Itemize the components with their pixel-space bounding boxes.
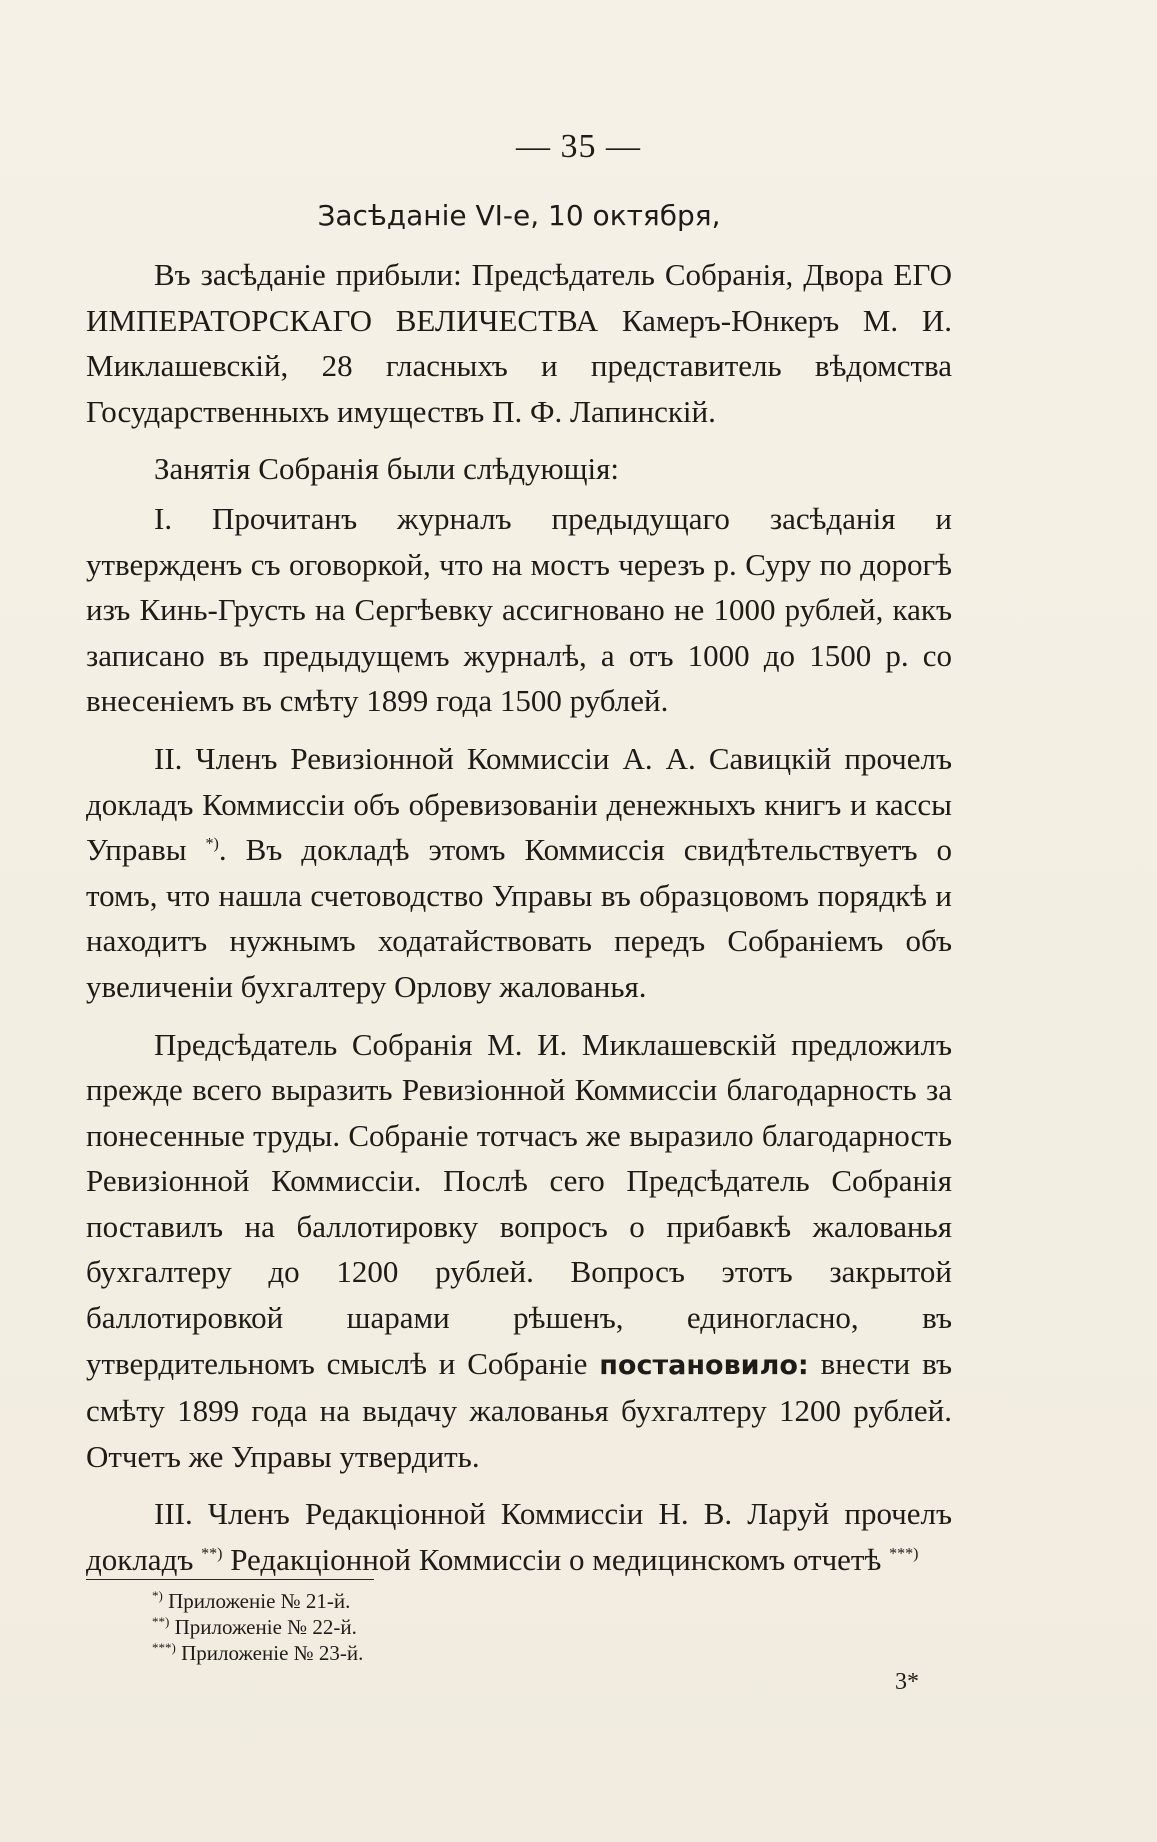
footnote-1 <box>86 1588 586 1614</box>
resolution-keyword: постановило: <box>599 1349 809 1381</box>
footnote-1-mark: *) <box>152 1588 163 1603</box>
body-text <box>86 196 952 1595</box>
paragraph-item-1: I. Прочитанъ журналъ предыдущаго засѣданія и утвержденъ съ оговоркой, что на мостъ черезъ р. Суру по дорогѣ изъ Кинь-Грусть на Сергѣевку ассигновано не 1000 рублей, какъ записано въ предыдущемъ журналѣ, а отъ 1000 до 1500 р. со внесеніемъ въ смѣту 1899 года 1500 рублей. <box>86 500 952 719</box>
paragraph-item-2-text-a: II. Членъ Ревизіонной Коммиссіи А. А. Савицкій прочелъ докладъ Коммиссіи объ обревизованіи денежныхъ книгъ и кассы Управы <box>86 740 952 868</box>
paragraph-attendance: Въ засѣданіе прибыли: Предсѣдатель Собранія, Двора ЕГО ИМПЕРАТОРСКАГО ВЕЛИЧЕСТВА Камеръ-Юнкеръ М. И. Миклашевскій, 28 гласныхъ и представитель вѣдомства Государственныхъ имуществъ П. Ф. Лапинскій. <box>86 257 952 429</box>
footnote-2-mark: **) <box>152 1614 170 1629</box>
footnote-ref-1[interactable]: *) <box>205 835 219 853</box>
footnote-2-text: Приложеніе № 22-й. <box>174 1615 357 1639</box>
footnote-3 <box>86 1640 586 1666</box>
session-heading: Засѣданіе VI-е, 10 октября, <box>317 199 721 232</box>
page-number: — 35 — <box>516 128 641 165</box>
paragraph-item-3 <box>86 1491 952 1582</box>
paragraph-item-3-text-a: III. Членъ Редакціонной Коммиссіи Н. В. Ларуй прочелъ докладъ <box>86 1496 952 1578</box>
footnote-3-mark: ***) <box>152 1640 176 1655</box>
footnote-1-text: Приложеніе № 21-й. <box>168 1589 351 1613</box>
footnote-3-text: Приложеніе № 23-й. <box>181 1641 364 1665</box>
paragraph-item-2 <box>86 736 952 1010</box>
paragraph-chairman-text-a: Предсѣдатель Собранія М. И. Миклашевскій предложилъ прежде всего выразить Ревизіонной Коммиссіи благодарность за понесенные труды. Собраніе тотчасъ же выразило благодарность Ревизіонной Коммиссіи. Послѣ сего Предсѣдатель Собранія поставилъ на баллотировку вопросъ о прибавкѣ жалованья бухгалтеру до 1200 рублей. Вопросъ этотъ закрытой баллотировкой шарами рѣшенъ, единогласно, въ утвердительномъ смыслѣ и Собраніе <box>86 1026 952 1381</box>
paragraph-chairman-text-b: внести въ смѣту 1899 года на выдачу жалованья бухгалтеру 1200 рублей. Отчетъ же Управы утвердить. <box>86 1345 952 1474</box>
paragraph-agenda-intro: Занятія Собранія были слѣдующія: <box>154 451 619 487</box>
footnote-2 <box>86 1614 586 1640</box>
footnote-divider <box>86 1579 374 1580</box>
footnote-ref-2[interactable]: **) <box>201 1545 223 1563</box>
footnote-ref-3[interactable]: ***) <box>889 1545 919 1563</box>
paragraph-item-3-text-b: Редакціонной Коммиссіи о медицинскомъ отчетѣ <box>222 1542 882 1578</box>
paragraph-item-2-text-b: . Въ докладѣ этомъ Коммиссія свидѣтельствуетъ о томъ, что нашла счетоводство Управы въ образцовомъ порядкѣ и находитъ нужнымъ ходатайствовать передъ Собраніемъ объ увеличеніи бухгалтеру Орлову жалованья. <box>86 832 953 1004</box>
paragraph-chairman-proposal <box>86 1022 952 1480</box>
footnotes <box>86 1588 586 1666</box>
printer-signature: 3* <box>895 1669 919 1695</box>
